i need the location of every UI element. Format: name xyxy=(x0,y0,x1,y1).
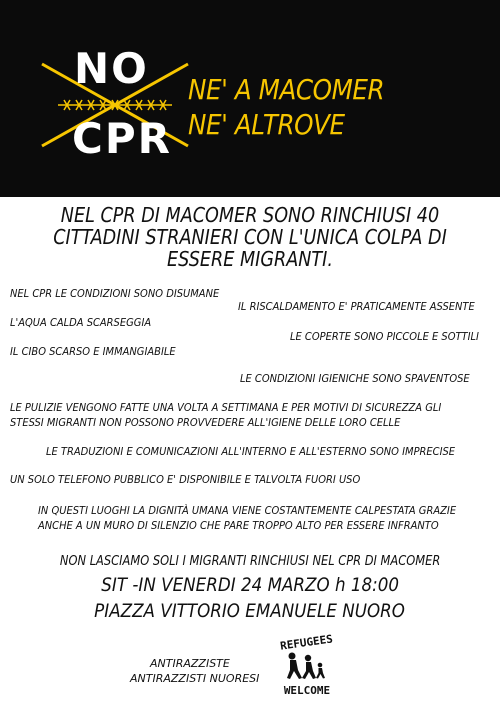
condition-traduzioni: LE TRADUZIONI E COMUNICAZIONI ALL'INTERNO E ALL'ESTERNO SONO IMPRECISE xyxy=(46,445,456,458)
condition-dignita-1: IN QUESTI LUOGHI LA DIGNITÀ UMANA VIENE COSTANTEMENTE CALPESTATA GRAZIE xyxy=(38,504,457,517)
condition-igieniche: LE CONDIZIONI IGIENICHE SONO SPAVENTOSE xyxy=(240,372,470,385)
condition-acqua-calda: L'AQUA CALDA SCARSEGGIA xyxy=(10,316,152,329)
logo-text-cpr: CPR xyxy=(72,114,172,163)
signature-line-1: ANTIRAZZISTE xyxy=(150,657,230,670)
condition-cibo: IL CIBO SCARSO E IMMANGIABILE xyxy=(10,345,176,358)
condition-riscaldamento: IL RISCALDAMENTO E' PRATICAMENTE ASSENTE xyxy=(238,300,475,313)
logo-text-no: NO xyxy=(74,44,149,93)
condition-telefono: UN SOLO TELEFONO PUBBLICO E' DISPONIBILE E TALVOLTA FUORI USO xyxy=(10,473,361,486)
slogan xyxy=(188,72,384,142)
slogan-line-2: NE' ALTROVE xyxy=(188,108,345,141)
no-cpr-logo xyxy=(40,28,190,178)
headline xyxy=(0,204,500,270)
refugees-logo-top-text: REFUGEES xyxy=(279,632,334,653)
refugees-logo-bottom-text: WELCOME xyxy=(283,684,331,697)
condition-disumane: NEL CPR LE CONDIZIONI SONO DISUMANE xyxy=(10,287,220,300)
headline-line-2: CITTADINI STRANIERI CON L'UNICA COLPA DI xyxy=(53,225,447,249)
header-banner xyxy=(0,0,500,197)
call-line-1: NON LASCIAMO SOLI I MIGRANTI RINCHIUSI NEL CPR DI MACOMER xyxy=(59,554,441,569)
refugees-welcome-logo xyxy=(262,632,352,702)
condition-pulizie-2: STESSI MIGRANTI NON POSSONO PROVVEDERE ALL'IGIENE DELLE LORO CELLE xyxy=(10,416,401,429)
sit-in-place: PIAZZA VITTORIO EMANUELE NUORO xyxy=(94,600,406,622)
condition-dignita-2: ANCHE A UN MURO DI SILENZIO CHE PARE TROPPO ALTO PER ESSERE INFRANTO xyxy=(38,519,439,532)
headline-line-3: ESSERE MIGRANTI. xyxy=(167,247,333,271)
signature-line-2: ANTIRAZZISTI NUORESI xyxy=(130,672,260,685)
sit-in-date: SIT -IN VENERDI 24 MARZO h 18:00 xyxy=(101,574,399,596)
slogan-line-1: NE' A MACOMER xyxy=(188,73,385,106)
condition-coperte: LE COPERTE SONO PICCOLE E SOTTILI xyxy=(290,330,479,343)
headline-line-1: NEL CPR DI MACOMER SONO RINCHIUSI 40 xyxy=(60,203,440,227)
condition-pulizie-1: LE PULIZIE VENGONO FATTE UNA VOLTA A SETTIMANA E PER MOTIVI DI SICUREZZA GLI xyxy=(10,401,442,414)
